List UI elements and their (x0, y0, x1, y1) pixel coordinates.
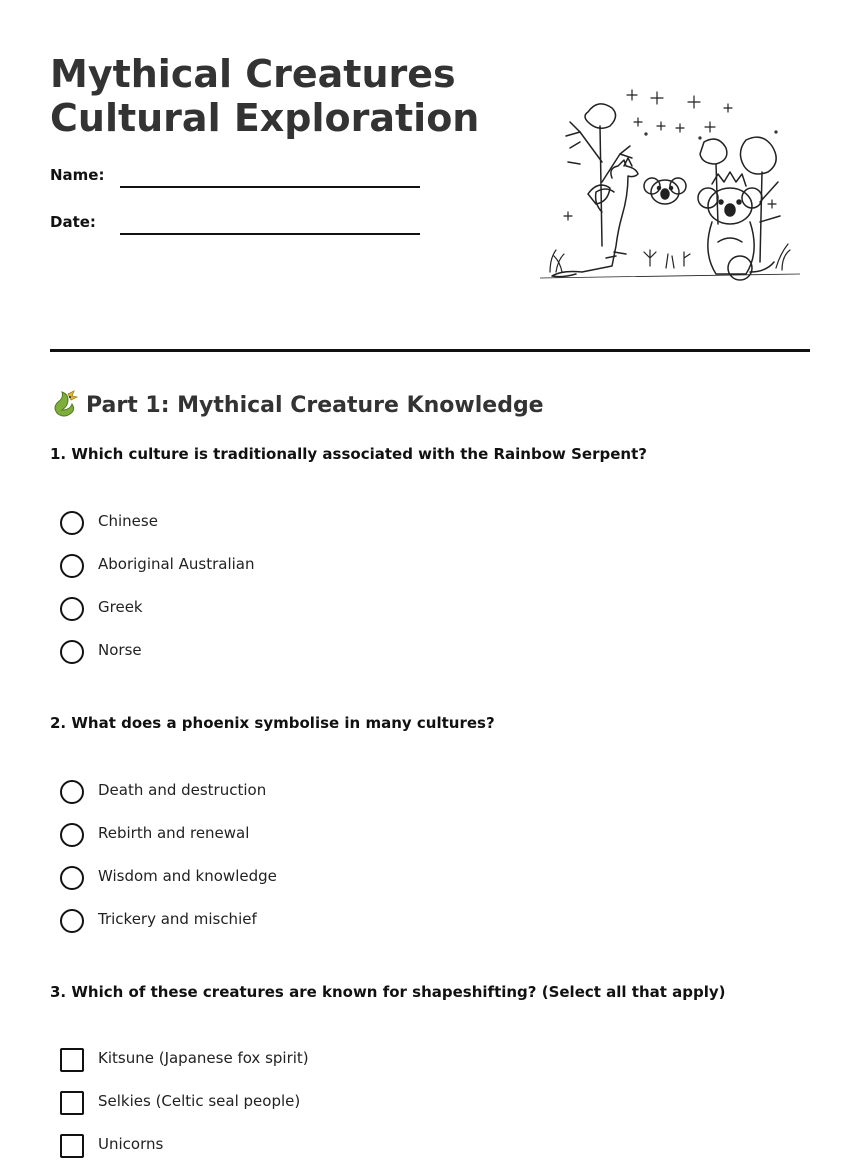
option-label: Selkies (Celtic seal people) (98, 1092, 301, 1110)
checkbox[interactable] (60, 1048, 84, 1072)
koala-face-icon (644, 178, 686, 204)
option-label: Norse (98, 641, 142, 659)
option-label: Aboriginal Australian (98, 555, 255, 573)
name-field[interactable] (120, 186, 420, 188)
section-title (50, 388, 544, 421)
checkbox[interactable] (60, 1091, 84, 1115)
option-label: Trickery and mischief (98, 910, 257, 928)
option-label: Death and destruction (98, 781, 267, 799)
name-label: Name: (50, 166, 105, 184)
question-2: 2. What does a phoenix symbolise in many cultures? (50, 714, 495, 732)
radio-button[interactable] (60, 511, 84, 535)
option-label: Kitsune (Japanese fox spirit) (98, 1049, 309, 1067)
option-label: Rebirth and renewal (98, 824, 250, 842)
title-line-1: Mythical Creatures (50, 52, 456, 96)
section-title-text: Part 1: Mythical Creature Knowledge (86, 393, 544, 418)
date-label: Date: (50, 213, 96, 231)
option-label: Wisdom and knowledge (98, 867, 277, 885)
title-line-2: Cultural Exploration (50, 96, 480, 140)
kangaroo-koala-illustration (540, 82, 800, 294)
question-3: 3. Which of these creatures are known for shapeshifting? (Select all that apply) (50, 983, 726, 1001)
option-label: Chinese (98, 512, 158, 530)
radio-button[interactable] (60, 554, 84, 578)
radio-button[interactable] (60, 640, 84, 664)
koala-crown-icon (698, 172, 774, 280)
worksheet-title (50, 52, 479, 140)
radio-button[interactable] (60, 597, 84, 621)
question-1: 1. Which culture is traditionally associated with the Rainbow Serpent? (50, 445, 647, 463)
left-tree-icon (566, 104, 632, 246)
radio-button[interactable] (60, 780, 84, 804)
option-label: Greek (98, 598, 143, 616)
kangaroo-icon (552, 158, 638, 277)
dragon-icon (50, 388, 80, 418)
checkbox[interactable] (60, 1134, 84, 1158)
radio-button[interactable] (60, 823, 84, 847)
radio-button[interactable] (60, 909, 84, 933)
radio-button[interactable] (60, 866, 84, 890)
header-divider (50, 349, 810, 352)
option-label: Unicorns (98, 1135, 164, 1153)
date-field[interactable] (120, 233, 420, 235)
